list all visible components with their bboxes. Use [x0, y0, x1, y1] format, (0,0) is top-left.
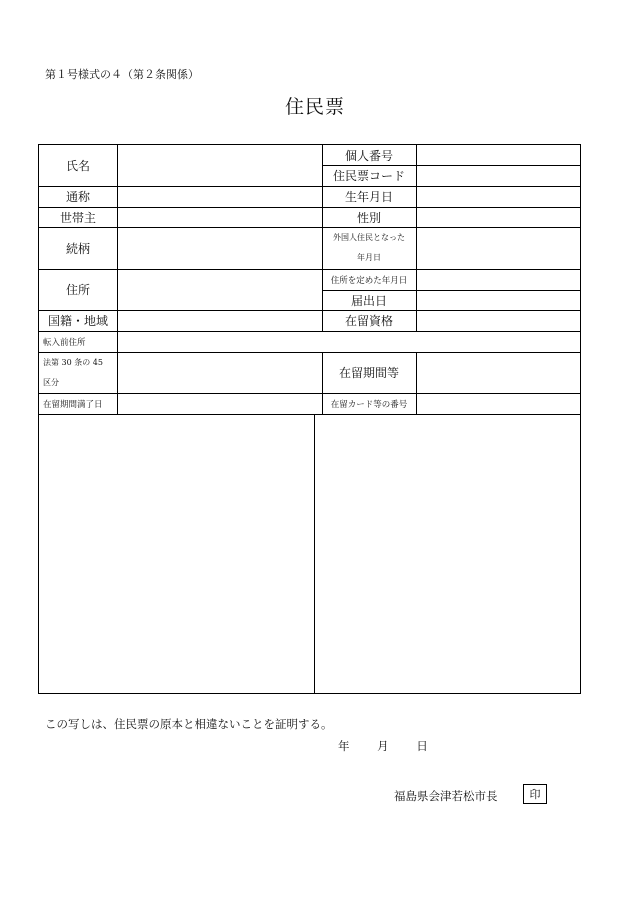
foreign-resident-date-line1: 外国人住民となった — [333, 233, 405, 242]
period-expiry-date-label: 在留期間満了日 — [43, 399, 103, 410]
relationship-label: 続柄 — [65, 241, 90, 256]
personal-number-label: 個人番号 — [344, 148, 393, 163]
residence-status-label: 在留資格 — [344, 314, 393, 328]
seal-box: 印 — [523, 784, 547, 804]
foreign-resident-date-line2: 年月日 — [357, 253, 381, 262]
household-head-label: 世帯主 — [59, 210, 96, 225]
foreign-resident-date-label — [322, 227, 416, 269]
article30-label-line1: 法第 30 条の 45 — [43, 357, 103, 367]
nationality-region-label: 国籍・地域 — [47, 314, 108, 328]
day-label: 日 — [416, 739, 428, 753]
name-label: 氏名 — [65, 159, 90, 173]
document-title: 住民票 — [284, 96, 345, 118]
header-note: 第１号様式の４（第２条関係） — [45, 68, 199, 81]
year-label: 年 — [338, 739, 350, 753]
notification-date-label: 届出日 — [350, 293, 387, 308]
address-label: 住所 — [65, 283, 90, 297]
alias-label: 通称 — [65, 190, 90, 204]
resident-code-label: 住民票コード — [332, 169, 405, 183]
article30-label — [39, 352, 117, 393]
mayor-title: 福島県会津若松市長 — [394, 789, 498, 803]
date-line — [338, 738, 428, 754]
sex-label: 性別 — [356, 210, 381, 225]
certification-text: この写しは、住民票の原本と相違ないことを証明する。 — [45, 717, 333, 731]
month-label: 月 — [377, 739, 389, 753]
resident-record-form — [38, 144, 581, 694]
address-set-date-label: 住所を定めた年月日 — [330, 275, 408, 286]
residence-card-number-label: 在留カード等の番号 — [330, 399, 408, 410]
period-of-stay-label: 在留期間等 — [338, 366, 399, 380]
previous-address-label: 転入前住所 — [43, 337, 86, 348]
birth-date-label: 生年月日 — [344, 190, 393, 204]
article30-label-line2: 区分 — [43, 377, 59, 387]
